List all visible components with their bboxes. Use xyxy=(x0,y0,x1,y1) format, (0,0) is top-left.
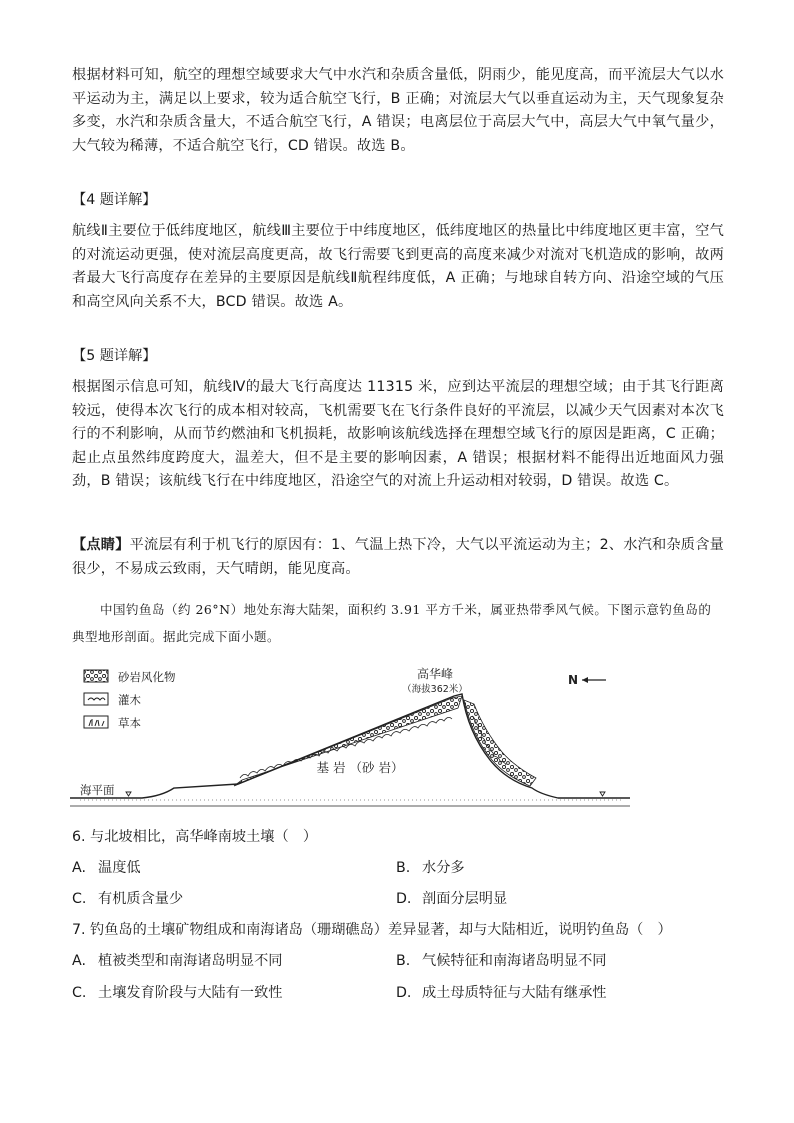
question-7-stem: 7. 钓鱼岛的土壤矿物组成和南海诸岛（珊瑚礁岛）差异显著，却与大陆相近，说明钓鱼岛（ ） xyxy=(72,922,672,938)
answer-paragraph-q5: 根据图示信息可知，航线Ⅳ的最大飞行高度达 11315 米，应到达平流层的理想空域；由于其飞行距离较远，使得本次飞行的成本相对较高，飞机需要飞在飞行条件良好的平流层，以减少天气因素对本次飞行的不利影响，从而节约燃油和飞机损耗，故影响该航线选择在理想空域飞行的原因是距离，C 正确；起止点虽然纬度跨度大，温差大，但不是主要的影响因素，A 错误；根据材料不能得出近地面风力强劲，B 错误；该航线飞行在中纬度地区，沿途空气的对流上升运动相对较弱，D 错误。故选 C。 xyxy=(72,379,724,489)
north-arrow xyxy=(568,673,606,687)
question-6-stem: 6. 与北坡相比，高华峰南坡土壤（ ） xyxy=(72,829,318,845)
bedrock-label: 基 岩 （砂 岩） xyxy=(316,760,404,775)
sea-level-label: 海平面 xyxy=(80,783,115,797)
q7-option-b[interactable]: B. 气候特征和南海诸岛明显不同 xyxy=(396,953,607,969)
q6-option-a[interactable]: A. 温度低 xyxy=(72,860,141,876)
terrain-profile-diagram xyxy=(70,660,630,820)
tip-paragraph xyxy=(72,534,724,581)
legend-shrub: 灌木 xyxy=(118,693,141,707)
peak-height-label: （海拔362米） xyxy=(402,684,468,695)
north-label: N xyxy=(568,673,579,687)
section-heading-q4: 【4 题详解】 xyxy=(72,192,157,208)
tip-label: 【点睛】 xyxy=(72,537,130,553)
legend-grass: 草本 xyxy=(118,716,141,730)
legend-weathered-sandstone: 砂岩风化物 xyxy=(118,670,176,684)
north-arrow-icon xyxy=(582,677,588,683)
answer-paragraph-q3: 根据材料可知，航空的理想空域要求大气中水汽和杂质含量低，阴雨少，能见度高，而平流层大气以水平运动为主，满足以上要求，较为适合航空飞行，B 正确；对流层大气以垂直运动为主，天气现象复杂多变，水汽和杂质含量大，不适合航空飞行，A 错误；电离层位于高层大气中，高层大气中氧气量少，大气较为稀薄，不适合航空飞行，CD 错误。故选 B。 xyxy=(72,67,724,154)
island-profile-outline xyxy=(70,694,630,798)
section-heading-q5: 【5 题详解】 xyxy=(72,348,157,364)
weathered-sandstone-swatch xyxy=(84,670,108,682)
sea-level-right-icon xyxy=(600,792,605,796)
answer-paragraph-q4: 航线Ⅱ主要位于低纬度地区，航线Ⅲ主要位于中纬度地区，低纬度地区的热量比中纬度地区更丰富，空气的对流运动更强，使对流层高度更高，故飞行需要飞到更高的高度来减少对流对飞机造成的影响，故两者最大飞行高度存在差异的主要原因是航线Ⅱ航程纬度低，A 正确；与地球自转方向、沿途空域的气压和高空风向关系不大，BCD 错误。故选 A。 xyxy=(72,223,724,310)
q7-option-d[interactable]: D. 成土母质特征与大陆有继承性 xyxy=(396,985,607,1001)
diagram-legend xyxy=(84,670,176,730)
q7-option-a[interactable]: A. 植被类型和南海诸岛明显不同 xyxy=(72,953,283,969)
q6-option-d[interactable]: D. 剖面分层明显 xyxy=(396,891,508,907)
north-slope-weathered-layer xyxy=(464,700,536,786)
peak-name-label: 高华峰 xyxy=(416,667,454,681)
tip-text: 平流层有利于机飞行的原因有：1、气温上热下冷，大气以平流运动为主；2、水汽和杂质含量很少，不易成云致雨，天气晴朗，能见度高。 xyxy=(72,537,724,577)
q6-option-c[interactable]: C. 有机质含量少 xyxy=(72,891,184,907)
material-intro: 中国钓鱼岛（约 26°N）地处东海大陆架，面积约 3.91 平方千米，属亚热带季风气候。下图示意钓鱼岛的典型地形剖面。据此完成下面小题。 xyxy=(72,602,712,644)
q7-option-c[interactable]: C. 土壤发育阶段与大陆有一致性 xyxy=(72,985,283,1001)
sea-level-left-icon xyxy=(126,792,131,796)
q6-option-b[interactable]: B. 水分多 xyxy=(396,860,465,876)
